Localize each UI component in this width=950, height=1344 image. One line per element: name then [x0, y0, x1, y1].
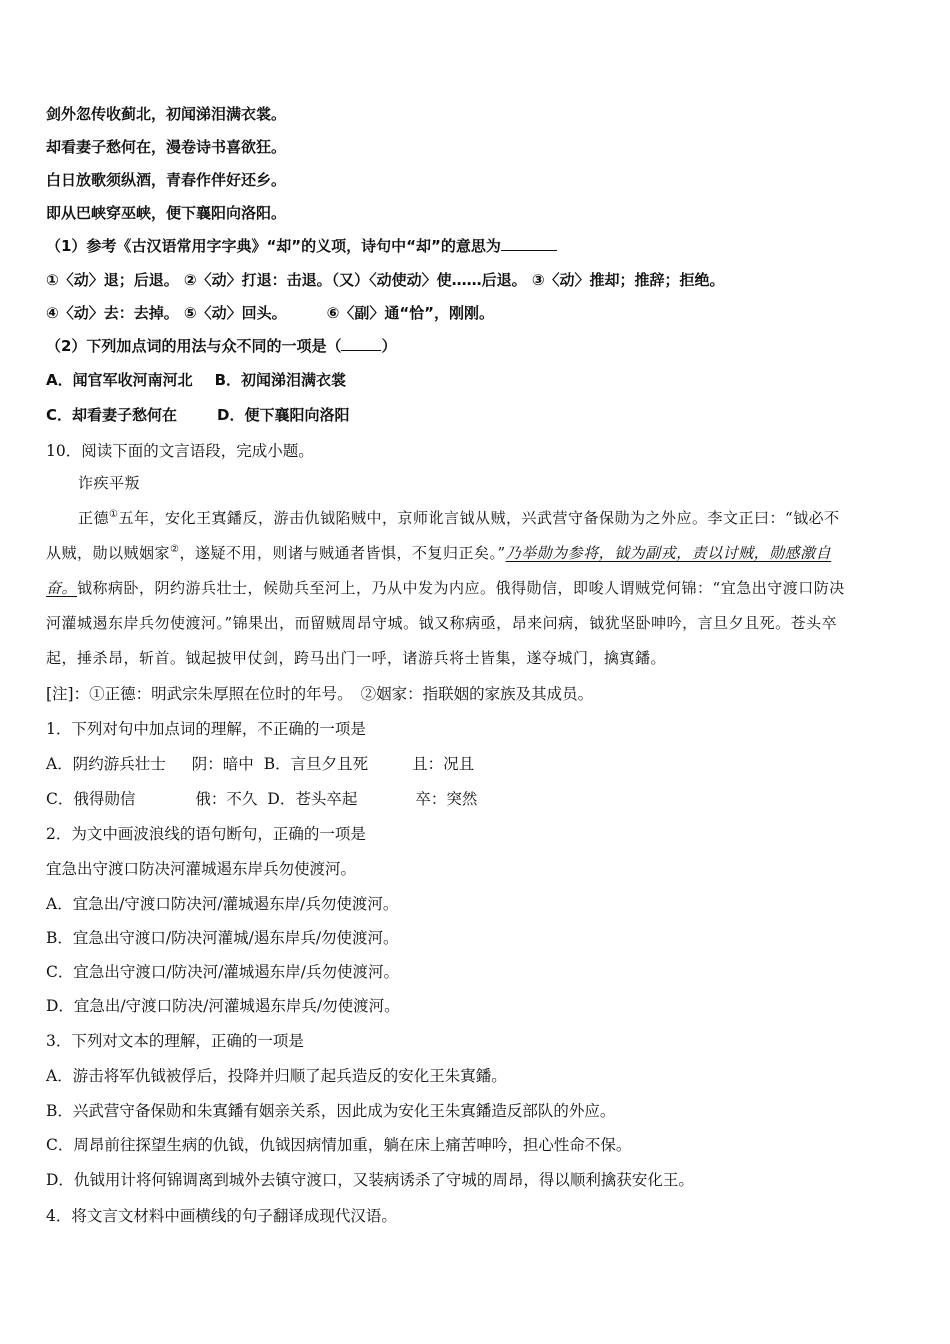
q1-senses-1: ①〈动〉退；后退。 ②〈动〉打退：击退。（又）〈动使动〉使……后退。 ③〈动〉推却；推辞；拒绝。 [46, 271, 725, 289]
option-c-word: C．俄得勋信 [46, 790, 136, 808]
poem-line-4: 即从巴峡穿巫峡，便下襄阳向洛阳。 [46, 204, 287, 222]
option-a-meaning: 阴：暗中 [191, 755, 254, 773]
answer-blank [501, 250, 557, 251]
sub2-option-a: A．宜急出/守渡口防决河/灌城遏东岸/兵勿使渡河。 [46, 895, 399, 913]
poem-line-2: 却看妻子愁何在，漫卷诗书喜欲狂。 [46, 138, 287, 156]
q2-prompt [46, 335, 910, 357]
sub3-option-d: D．仇钺用计将何锦调离到城外去镇守渡口，又装病诱杀了守城的周昂，得以顺利擒获安化王。 [46, 1171, 694, 1189]
option-c-meaning: 俄：不久 [195, 790, 258, 808]
sense-4-5: ④〈动〉去：去掉。 ⑤〈动〉回头。 [46, 304, 287, 322]
q10-heading: 10．阅读下面的文言语段，完成小题。 [46, 442, 314, 460]
option-a-word: A．阴约游兵壮士 [46, 755, 166, 773]
option-d-word: D．苍头卒起 [267, 790, 358, 808]
sub3-option-c: C．周昂前往探望生病的仇钺，仇钺因病情加重，躺在床上痛苦呻吟，担心性命不保。 [46, 1136, 632, 1154]
option-b-meaning: 且：况且 [412, 755, 475, 773]
passage-line-4: 河灌城遏东岸兵勿使渡河。”锦果出，而留贼周昂守城。钺又称病亟，昂来问病，钺犹坚卧呻吟，言旦夕且死。苍头卒 [46, 614, 838, 632]
q2-option-b: B．初闻涕泪满衣裳 [214, 371, 347, 389]
sub2-option-b: B．宜急出守渡口/防决河灌城/遏东岸兵/勿使渡河。 [46, 929, 399, 947]
passage-title: 诈疾平叛 [78, 474, 141, 492]
q2-option-c: C．却看妻子愁何在 [46, 406, 178, 424]
poem-line-1: 剑外忽传收蓟北，初闻涕泪满衣裳。 [46, 105, 287, 123]
note-mark-2: ② [170, 544, 180, 555]
sense-6: ⑥〈副〉通“恰”，刚刚。 [326, 304, 495, 322]
sub2-option-d: D．宜急出/守渡口防决/河灌城遏东岸兵/勿使渡河。 [46, 997, 400, 1015]
poem-line-3: 白日放歌须纵酒，青春作伴好还乡。 [46, 171, 287, 189]
sub1-options-ab [46, 753, 910, 775]
footnote-text: ②姻家：指联姻的家族及其成员。 [360, 685, 594, 703]
q2-prompt-close: ） [381, 337, 397, 355]
underlined-sentence: 乃举勋为参将，钺为副戎，责以讨贼，勋感激自 [505, 544, 832, 562]
note-mark-1: ① [109, 509, 119, 520]
option-b-word: B．言旦夕且死 [263, 755, 369, 773]
underlined-sentence: 奋。 [46, 579, 78, 597]
passage-text: 钺称病卧，阴约游兵壮士，候勋兵至河上，乃从中发为内应。俄得勋信，即唆人谓贼党何锦：“宜急出守渡口防决 [77, 579, 845, 597]
q2-option-a: A．闻官军收河南河北 [46, 371, 193, 389]
sub3-option-b: B．兴武营守备保勋和朱寘鐇有姻亲关系，因此成为安化王朱寘鐇造反部队的外应。 [46, 1102, 616, 1120]
footnote [46, 683, 910, 705]
q1-senses-2 [46, 302, 910, 324]
passage-text: 五年，安化王寘鐇反，游击仇钺陷贼中，京师讹言钺从贼，兴武营守备保勋为之外应。李文正曰：“钺必不 [118, 509, 840, 527]
passage-text: 正德 [78, 509, 110, 527]
passage-line-1 [78, 507, 910, 529]
answer-blank [341, 350, 381, 351]
sub4-prompt: 4．将文言文材料中画横线的句子翻译成现代汉语。 [46, 1207, 397, 1225]
q1-prompt-text: （1）参考《古汉语常用字字典》“却”的义项，诗句中“却”的意思为 [46, 237, 501, 255]
q2-option-d: D．便下襄阳向洛阳 [217, 406, 350, 424]
passage-line-3 [46, 577, 910, 599]
q2-prompt-text: （2）下列加点词的用法与众不同的一项是（ [46, 337, 342, 355]
sub3-prompt: 3．下列对文本的理解，正确的一项是 [46, 1032, 304, 1050]
sub2-sentence: 宜急出守渡口防决河灌城遏东岸兵勿使渡河。 [46, 860, 357, 878]
passage-line-5: 起，捶杀昂，斩首。钺起披甲仗剑，跨马出门一呼，诸游兵将士皆集，遂夺城门，擒寘鐇。 [46, 649, 667, 667]
q2-options-ab [46, 369, 910, 391]
sub3-option-a: A．游击将军仇钺被俘后，投降并归顺了起兵造反的安化王朱寘鐇。 [46, 1067, 507, 1085]
sub1-options-cd [46, 788, 910, 810]
passage-text: ，遂疑不用，则诸与贼通者皆惧，不复归正矣。” [179, 544, 506, 562]
footnote-text: [注]：①正德：明武宗朱厚照在位时的年号。 [46, 685, 353, 703]
passage-line-2 [46, 542, 910, 564]
q2-options-cd [46, 404, 910, 426]
sub1-prompt: 1．下列对句中加点词的理解，不正确的一项是 [46, 720, 366, 738]
sub2-prompt: 2．为文中画波浪线的语句断句，正确的一项是 [46, 825, 366, 843]
passage-text: 从贼，勋以贼姻家 [46, 544, 171, 562]
sub2-option-c: C．宜急出守渡口/防决河/灌城遏东岸/兵勿使渡河。 [46, 963, 400, 981]
q1-prompt [46, 235, 910, 257]
option-d-meaning: 卒：突然 [415, 790, 478, 808]
